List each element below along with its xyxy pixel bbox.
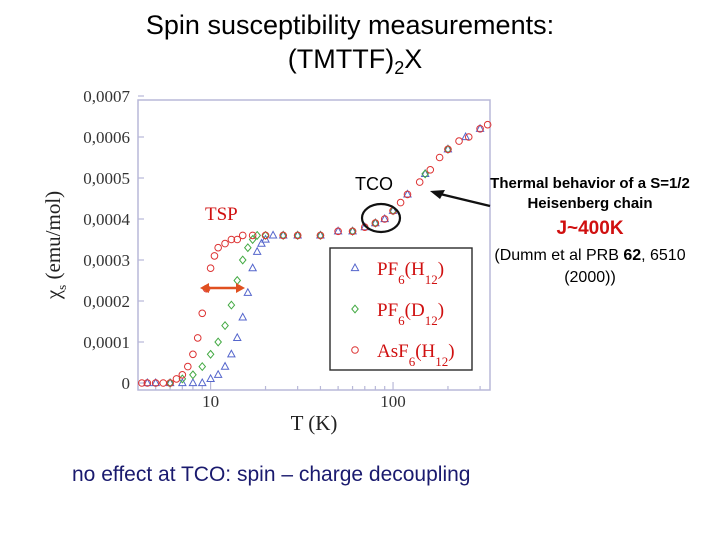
legend-text-part: 6 — [408, 354, 416, 369]
legend-text-part: 12 — [424, 313, 438, 328]
y-axis-label — [41, 191, 69, 300]
legend-text-part: (H — [404, 259, 425, 280]
triangle-series-point — [249, 264, 256, 271]
ref-post: , 6510 (2000)) — [564, 247, 686, 286]
tsp-arrow-right-head — [236, 283, 245, 293]
circle-series-point — [185, 363, 192, 370]
ref-volume: 62 — [623, 247, 642, 264]
legend-text-part: PF — [377, 300, 399, 321]
triangle-series-point — [239, 313, 246, 320]
diamond-series-point — [190, 371, 196, 379]
y-tick-label: 0 — [121, 374, 130, 393]
triangle-series-point — [228, 350, 235, 357]
y-axis-label-unit: (emu/mol) — [41, 190, 65, 285]
diamond-series-point — [207, 351, 213, 359]
legend-text-part: 6 — [398, 272, 405, 287]
circle-series-point — [194, 335, 201, 342]
legend-text-part: ) — [437, 300, 445, 321]
legend-text-part: 12 — [424, 272, 438, 287]
conclusion-text: no effect at TCO: spin – charge decoupling — [72, 463, 471, 486]
legend-text-part: 12 — [435, 354, 449, 369]
circle-series-point — [190, 351, 197, 358]
diamond-series-point — [245, 244, 251, 252]
triangle-series-point — [269, 231, 276, 238]
title-compound: (TMTTF) — [287, 44, 395, 74]
circle-series-point — [160, 380, 167, 387]
diamond-series-point — [199, 363, 205, 371]
circle-series-point — [207, 265, 214, 272]
ref-pre: (Dumm et al PRB — [494, 247, 624, 264]
triangle-series-point — [189, 379, 196, 386]
legend-text-part: ) — [448, 341, 455, 362]
x-axis-ticks — [138, 382, 480, 411]
diamond-series-point — [228, 301, 234, 309]
legend-text-part: (D — [404, 300, 425, 321]
tco-circle-mark — [362, 204, 400, 232]
legend-text-part: ) — [437, 259, 445, 280]
slide-title-line1: Spin susceptibility measurements: — [145, 10, 555, 40]
triangle-series-point — [221, 363, 228, 370]
x-tick-label: 10 — [202, 392, 220, 411]
y-axis-label-chi: χ — [41, 289, 65, 300]
diamond-series-point — [240, 256, 246, 264]
diamond-series-point — [234, 277, 240, 285]
title-anion: X — [404, 44, 423, 74]
circle-series-point — [416, 179, 423, 186]
x-tick-label: 100 — [380, 392, 406, 411]
circle-series-point — [427, 167, 434, 174]
tco-label: TCO — [355, 174, 393, 194]
legend-text-part: AsF — [377, 341, 409, 362]
tsp-label: TSP — [205, 204, 238, 225]
circle-series-point — [211, 253, 218, 260]
diamond-series-point — [215, 338, 221, 346]
reference-citation — [480, 245, 700, 289]
legend — [330, 248, 472, 370]
circle-series-point — [239, 232, 246, 239]
legend-text-part: PF — [377, 259, 399, 280]
circle-series-point — [397, 199, 404, 206]
circle-series-point — [222, 240, 229, 247]
circle-series-point — [199, 310, 206, 317]
x-axis-label: T (K) — [290, 411, 338, 435]
y-axis-ticks — [83, 87, 144, 393]
thermal-behavior-note: Thermal behavior of a S=1/2 Heisenberg chain — [490, 175, 690, 212]
y-tick-label: 0,0007 — [83, 87, 130, 106]
title-subscript: 2 — [394, 58, 405, 78]
triangle-series-point — [258, 240, 265, 247]
circle-series-point — [456, 138, 463, 145]
diamond-series-point — [222, 322, 228, 330]
y-tick-label: 0,0004 — [83, 210, 130, 229]
triangle-series-point — [234, 334, 241, 341]
y-tick-label: 0,0003 — [83, 251, 130, 270]
circle-series-point — [215, 244, 222, 251]
exchange-constant: J~400K — [556, 218, 624, 239]
legend-text-part: 6 — [398, 313, 405, 328]
y-tick-label: 0,0005 — [83, 169, 130, 188]
y-tick-label: 0,0006 — [83, 128, 130, 147]
triangle-series-point — [254, 248, 261, 255]
triangle-series-point — [199, 379, 206, 386]
y-tick-label: 0,0001 — [83, 333, 130, 352]
legend-text-part: (H — [415, 341, 436, 362]
y-tick-label: 0,0002 — [83, 292, 130, 311]
triangle-series-point — [244, 289, 251, 296]
y-axis-label-sub: s — [54, 284, 69, 290]
triangle-series-point — [215, 371, 222, 378]
triangle-series-point — [207, 375, 214, 382]
circle-series-point — [436, 154, 443, 161]
